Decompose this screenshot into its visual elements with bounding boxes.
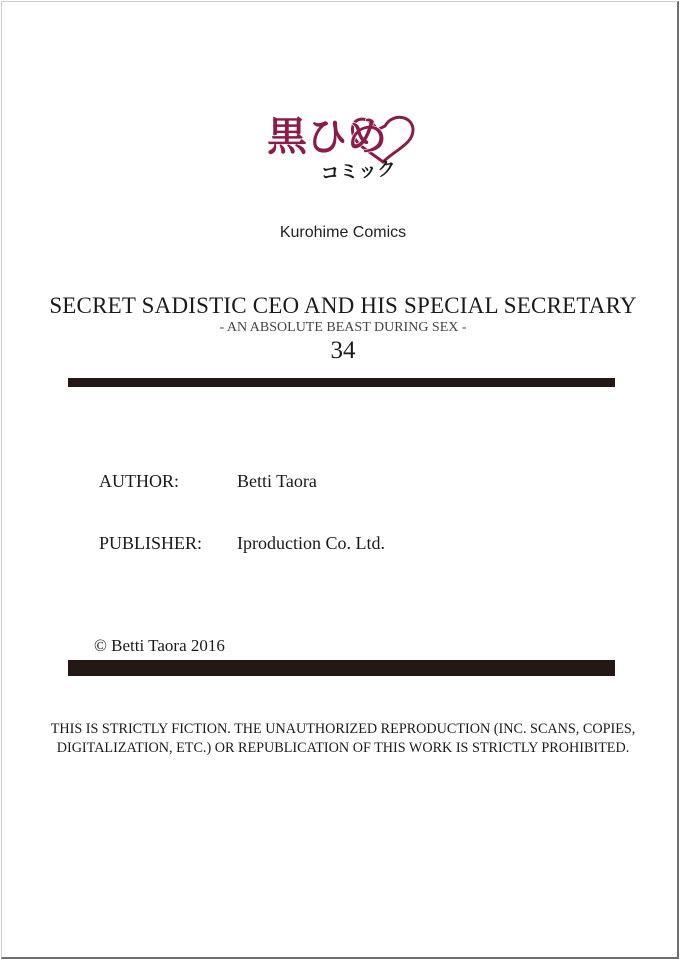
legal-notice (2, 720, 682, 758)
legal-notice-line-1: THIS IS STRICTLY FICTION. THE UNAUTHORIZED REPRODUCTION (INC. SCANS, COPIES, (50, 721, 636, 737)
page (1, 1, 679, 959)
legal-notice-line-2: DIGITALIZATION, ETC.) OR REPUBLICATION OF THIS WORK IS STRICTLY PROHIBITED. (56, 740, 630, 756)
divider-bottom (68, 660, 615, 676)
kurohime-comic-logo (265, 100, 417, 188)
divider-top (68, 378, 615, 387)
author-label: AUTHOR: (99, 471, 179, 491)
brand-name: Kurohime Comics (279, 224, 407, 241)
book-subtitle: - AN ABSOLUTE BEAST DURING SEX - (219, 320, 467, 335)
author-value: Betti Taora (237, 471, 317, 491)
publisher-value: Iproduction Co. Ltd. (237, 533, 385, 553)
book-title: SECRET SADISTIC CEO AND HIS SPECIAL SECRETARY (49, 293, 637, 318)
volume-number: 34 (330, 337, 356, 364)
copyright-line: © Betti Taora 2016 (94, 636, 225, 655)
logo-graphic (265, 100, 417, 188)
logo-kana: コミック (319, 157, 397, 185)
logo-kanji: 黒ひめ (267, 113, 387, 160)
publisher-label: PUBLISHER: (99, 533, 203, 553)
